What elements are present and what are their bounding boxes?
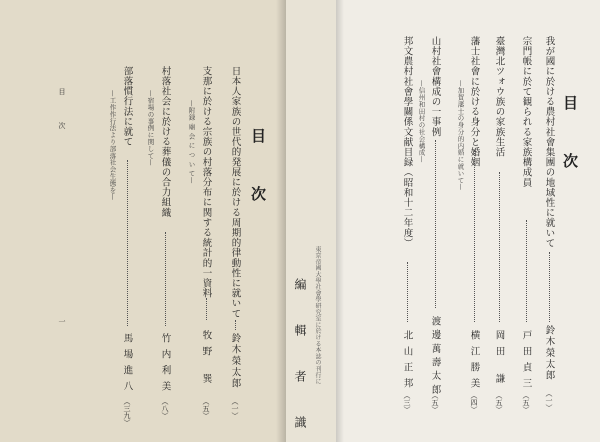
toc-entry-subtitle: —加賀藩士の身分的内婚に就いて— bbox=[456, 80, 465, 191]
leader-dots bbox=[499, 172, 500, 322]
leader-dots bbox=[127, 160, 128, 326]
toc-entry-page: （五） bbox=[431, 392, 439, 413]
toc-entry-subtitle: —宿場の事例に関して— bbox=[146, 90, 155, 166]
left-page-title: 目 次 bbox=[249, 128, 267, 215]
toc-entry-author: 北 山 正 邦 bbox=[401, 330, 413, 390]
toc-entry-subtitle: —信州和田村の社会構成— bbox=[417, 80, 426, 163]
leader-dots bbox=[474, 150, 475, 322]
toc-entry-title: 山村社會構成の一事例 bbox=[429, 36, 441, 137]
toc-entry-title: 支那に於ける宗族の村落分布に関する統計的一資料 bbox=[200, 66, 212, 299]
toc-entry-author: 鈴木榮太郎 bbox=[229, 333, 241, 390]
toc-entry-author: 岡 田 謙 bbox=[493, 330, 505, 385]
toc-entry-author: 鈴木榮太郎 bbox=[543, 325, 555, 382]
right-page bbox=[336, 0, 600, 442]
leader-dots bbox=[435, 140, 436, 308]
toc-entry-subtitle: —附録 廟 会 に つ い て— bbox=[187, 100, 196, 184]
toc-entry-author: 馬 場 進 八 bbox=[121, 333, 133, 393]
editor-note: 編 輯 者 識 bbox=[293, 278, 307, 439]
toc-entry-page: （三） bbox=[403, 392, 411, 413]
toc-entry-page: （八） bbox=[161, 398, 169, 419]
leader-dots bbox=[549, 252, 550, 322]
toc-entry-page: （五） bbox=[522, 392, 530, 413]
leader-dots bbox=[235, 320, 236, 330]
toc-entry-title: 村落社会に於ける葬儀の合力組織 bbox=[159, 66, 171, 218]
toc-entry-page: （一） bbox=[231, 398, 239, 419]
gutter-shadow bbox=[276, 0, 286, 442]
toc-entry-title: 我が國に於ける農村社會集團の地域性に就いて bbox=[543, 36, 555, 249]
toc-entry-author: 戸 田 貞 三 bbox=[520, 330, 532, 390]
leader-dots bbox=[526, 220, 527, 322]
toc-entry-page: （四） bbox=[470, 392, 478, 413]
toc-entry-page: （五） bbox=[495, 392, 503, 413]
middle-page bbox=[286, 0, 336, 442]
toc-entry-author: 渡 邊 萬 壽 太 郎 bbox=[429, 316, 441, 395]
toc-entry-title: 邦文農村社會學關係文献目録（昭和十二年度） bbox=[401, 36, 413, 249]
toc-entry-title: 臺灣北ツォウ族の家族生活 bbox=[493, 36, 505, 158]
vertical-note: 東京帝國大學社會學研究室に於ける本誌の刊行に bbox=[314, 246, 321, 385]
leader-dots bbox=[165, 232, 166, 326]
toc-entry-title: 日本人家族の世代的発展に於ける周期的律動性に就いて bbox=[229, 66, 241, 319]
toc-entry-author: 牧 野 巽 bbox=[200, 330, 212, 385]
toc-entry-page: （三九） bbox=[123, 398, 131, 426]
toc-entry-subtitle: —工作作行法より部落社会生態を— bbox=[108, 90, 117, 201]
leader-dots bbox=[407, 262, 408, 322]
toc-entry-page: （一） bbox=[545, 390, 553, 411]
toc-entry-title: 宗門帳に於て観られる家族構成員 bbox=[520, 36, 532, 188]
toc-entry-page: （五） bbox=[202, 398, 210, 419]
toc-entry-title: 部落慣行法に就て bbox=[121, 66, 133, 147]
gutter-shadow bbox=[336, 0, 344, 442]
side-label: 目 次 bbox=[58, 88, 66, 139]
leader-dots bbox=[206, 298, 207, 320]
toc-entry-author: 横 江 勝 美 bbox=[468, 330, 480, 390]
right-page-title: 目 次 bbox=[561, 95, 579, 182]
toc-entry-author: 竹 内 利 美 bbox=[159, 333, 171, 393]
page-number: 一 bbox=[58, 318, 66, 325]
toc-entry-title: 藩士社會に於ける身分と婚姻 bbox=[468, 36, 480, 168]
left-page bbox=[0, 0, 286, 442]
